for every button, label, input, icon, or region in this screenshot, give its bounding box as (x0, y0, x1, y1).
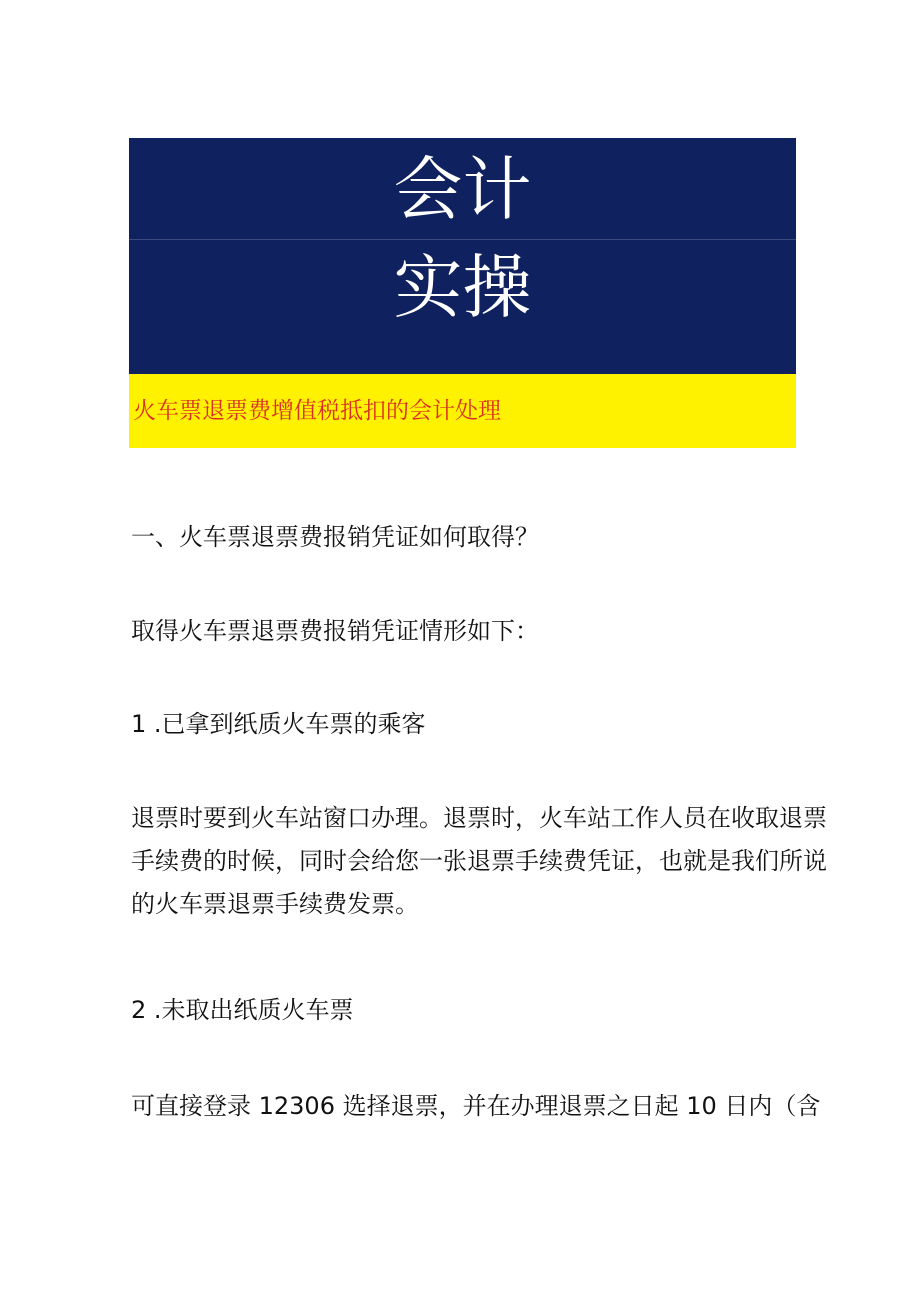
item-1-paragraph-line-2: 手续费的时候，同时会给您一张退票手续费凭证，也就是我们所说 (131, 847, 827, 875)
intro-paragraph: 取得火车票退票费报销凭证情形如下： (131, 617, 539, 645)
article-subtitle: 火车票退票费增值税抵扣的会计处理 (133, 397, 501, 424)
item-1-title: 1 .已拿到纸质火车票的乘客 (131, 710, 426, 738)
header-banner (129, 138, 796, 374)
item-1-paragraph-line-3: 的火车票退票手续费发票。 (131, 890, 419, 918)
section-heading-1: 一、火车票退票费报销凭证如何取得？ (131, 523, 539, 551)
header-divider (129, 239, 796, 240)
subtitle-band (129, 374, 796, 448)
item-2-title: 2 .未取出纸质火车票 (131, 996, 354, 1024)
item-2-paragraph-line-1: 可直接登录 12306 选择退票，并在办理退票之日起 10 日内（含 (131, 1092, 821, 1120)
header-title-line-1: 会计 (393, 150, 532, 230)
item-1-paragraph-line-1: 退票时要到火车站窗口办理。退票时，火车站工作人员在收取退票 (131, 804, 827, 832)
header-title-line-2: 实操 (393, 248, 532, 328)
